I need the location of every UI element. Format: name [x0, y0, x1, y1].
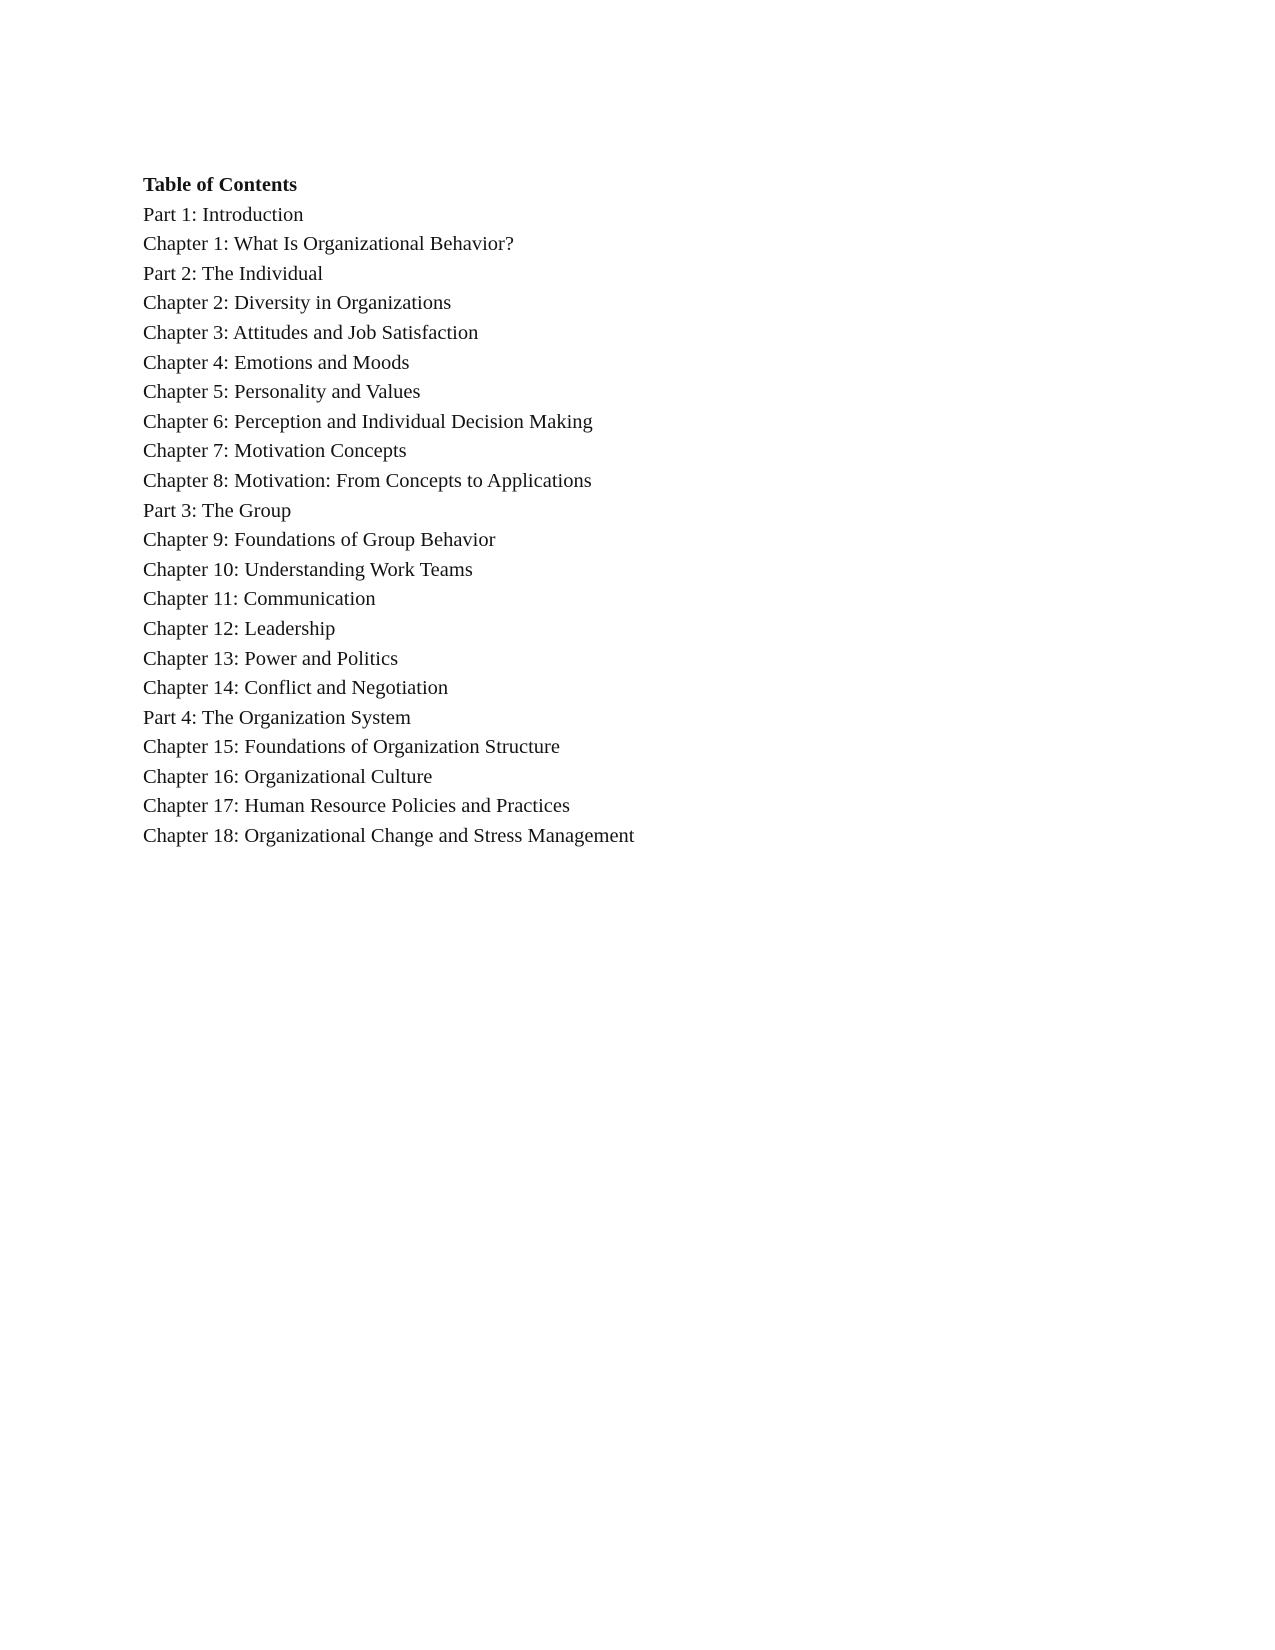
toc-entry: Chapter 13: Power and Politics — [143, 647, 399, 670]
toc-entry: Chapter 3: Attitudes and Job Satisfaction — [143, 321, 479, 344]
toc-entry: Chapter 10: Understanding Work Teams — [143, 558, 473, 581]
toc-entry: Part 2: The Individual — [143, 262, 324, 285]
toc-entry: Part 3: The Group — [143, 499, 292, 522]
toc-entry: Chapter 12: Leadership — [143, 617, 336, 640]
toc-entry: Chapter 2: Diversity in Organizations — [143, 292, 452, 315]
toc-entry: Chapter 7: Motivation Concepts — [143, 440, 407, 463]
toc-entry: Part 1: Introduction — [143, 203, 304, 226]
toc-list — [143, 201, 1155, 852]
toc-entry: Chapter 17: Human Resource Policies and Practices — [143, 795, 570, 818]
toc-entry: Chapter 18: Organizational Change and Stress Management — [143, 825, 635, 848]
toc-entry: Chapter 1: What Is Organizational Behavior? — [143, 233, 514, 256]
toc-entry: Chapter 14: Conflict and Negotiation — [143, 677, 449, 700]
toc-entry: Chapter 11: Communication — [143, 588, 376, 611]
toc-entry: Chapter 4: Emotions and Moods — [143, 351, 410, 374]
toc-entry: Chapter 6: Perception and Individual Decision Making — [143, 410, 593, 433]
toc-entry: Chapter 16: Organizational Culture — [143, 765, 433, 788]
toc-entry: Chapter 8: Motivation: From Concepts to Applications — [143, 469, 592, 492]
page-title: Table of Contents — [143, 174, 298, 196]
document-content — [143, 171, 1155, 852]
toc-entry: Chapter 9: Foundations of Group Behavior — [143, 529, 496, 552]
toc-entry: Chapter 15: Foundations of Organization Structure — [143, 736, 560, 759]
toc-entry: Chapter 5: Personality and Values — [143, 381, 421, 404]
toc-entry: Part 4: The Organization System — [143, 706, 411, 729]
